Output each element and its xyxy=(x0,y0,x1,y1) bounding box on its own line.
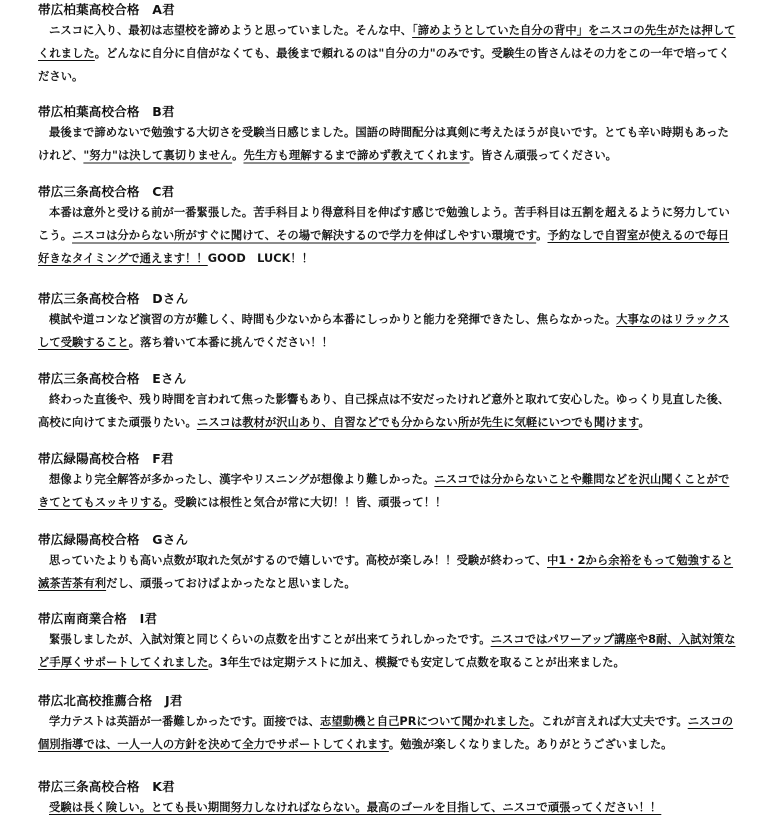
testimonial-entry-g xyxy=(38,531,738,595)
testimonial-entry-j xyxy=(38,692,738,756)
underlined-segment: ニスコは教材が沢山あり、自習などでも分からない所が先生に気軽にいつでも聞けます xyxy=(196,416,639,429)
underlined-segment: 「諦めようとしていた自分の背中」をニスコの先生がたは押してくれました xyxy=(38,24,736,60)
underlined-segment: 大事なのはリラックスして受験すること xyxy=(38,313,730,349)
text-segment: 。 xyxy=(638,416,650,429)
entry-heading: 帯広南商業合格 I君 xyxy=(38,611,158,626)
underlined-segment: "努力"は決して裏切りません xyxy=(83,149,233,162)
text-segment: 思っていたよりも高い点数が取れた気がするので嬉しいです。高校が楽しみ！！受験が終わって、 xyxy=(49,554,548,567)
entry-heading: 帯広緑陽高校合格 F君 xyxy=(38,451,174,466)
entry-body xyxy=(38,710,738,756)
entry-body xyxy=(38,796,738,819)
entry-heading: 帯広三条高校合格 Eさん xyxy=(38,371,187,386)
testimonial-entry-b xyxy=(38,103,738,167)
text-segment: 想像より完全解答が多かったし、漢字やリスニングが想像より難しかった。 xyxy=(49,473,435,486)
underlined-segment: ニスコではパワーアップ講座や8耐、入試対策など手厚くサポートしてくれました xyxy=(38,633,736,669)
underlined-segment: 予約なしで自習室が使えるので毎日好きなタイミングで通えます！！ xyxy=(38,229,730,265)
text-segment: GOOD LUCK！！ xyxy=(207,252,314,265)
text-segment: 。これが言えれば大丈夫です。 xyxy=(529,715,688,728)
testimonial-entry-f xyxy=(38,450,738,514)
entry-heading: 帯広三条高校合格 Dさん xyxy=(38,291,189,306)
testimonial-entry-c xyxy=(38,183,738,270)
underlined-segment: 受験は長く険しい。とても長い期間努力しなければならない。最高のゴールを目指して、ニスコで頑張ってください！！ xyxy=(49,801,662,814)
underlined-segment: ニスコは分からない所がすぐに聞けて、その場で解決するので学力を伸ばしやすい環境です xyxy=(72,229,537,242)
text-segment: 模試や道コンなど演習の方が難しく、時間も少ないから本番にしっかりと能力を発揮できたし、焦らなかった。 xyxy=(49,313,617,326)
testimonial-entry-i xyxy=(38,610,738,674)
entry-heading: 帯広三条高校合格 C君 xyxy=(38,184,175,199)
text-segment: 。どんなに自分に自信がなくても、最後まで頼れるのは"自分の力"のみです。受験生の皆さんはその力をこの一年で培ってください。 xyxy=(38,47,730,83)
text-segment: 。3年生では定期テストに加え、模擬でも安定して点数を取ることが出来ました。 xyxy=(208,656,625,669)
underlined-segment: ニスコでは分からないことや難問などを沢山聞くことができてとてもスッキリする xyxy=(38,473,730,509)
entry-heading: 帯広緑陽高校合格 Gさん xyxy=(38,532,189,547)
testimonial-entry-d xyxy=(38,290,738,354)
text-segment: 最後まで諦めないで勉強する大切さを受験当日感じました。国語の時間配分は真剣に考えたほうが良いです。とても辛い時期もあったけれど、 xyxy=(38,126,729,162)
entry-body xyxy=(38,549,738,595)
text-segment: 終わった直後や、残り時間を言われて焦った影響もあり、自己採点は不安だったけれど意外と取れて安心した。ゆっくり見直した後、高校に向けてまた頑張りたい。 xyxy=(38,393,730,429)
entry-heading: 帯広北高校推薦合格 J君 xyxy=(38,693,183,708)
testimonial-entry-a xyxy=(38,1,738,88)
underlined-segment: 志望動機と自己PRについて聞かれました xyxy=(319,715,530,728)
text-segment: 。勉強が楽しくなりました。ありがとうございました。 xyxy=(388,738,673,751)
text-segment: 。受験には根性と気合が常に大切！！皆、頑張って！！ xyxy=(162,496,447,509)
entry-heading: 帯広三条高校合格 K君 xyxy=(38,779,175,794)
entry-heading: 帯広柏葉高校合格 A君 xyxy=(38,2,175,17)
text-segment: ニスコに入り、最初は志望校を諦めようと思っていました。そんな中、 xyxy=(49,24,413,37)
entry-body xyxy=(38,121,738,167)
text-segment: 。皆さん頑張ってください。 xyxy=(469,149,618,162)
text-segment: だし、頑張っておけばよかったなと思いました。 xyxy=(106,577,356,590)
entry-body xyxy=(38,468,738,514)
underlined-segment: ニスコの個別指導では、一人一人の方針を決めて全力でサポートしてくれます xyxy=(38,715,734,751)
entry-body xyxy=(38,201,738,270)
text-segment: 本番は意外と受ける前が一番緊張した。苦手科目より得意科目を伸ばす感じで勉強しよう。苦手科目は五割を超えるように努力していこう。 xyxy=(38,206,730,242)
text-segment: 。 xyxy=(536,229,548,242)
text-segment: 緊張しましたが、入試対策と同じくらいの点数を出すことが出来てうれしかったです。 xyxy=(49,633,491,646)
underlined-segment: 先生方も理解するまで諦めず教えてくれます xyxy=(243,149,470,162)
text-segment: 。落ち着いて本番に挑んでください！！ xyxy=(128,336,334,349)
underlined-segment: 中1・2から余裕をもって勉強すると滅茶苦茶有利 xyxy=(38,554,734,590)
testimonial-entry-k xyxy=(38,778,738,819)
entry-body xyxy=(38,308,738,354)
entry-body xyxy=(38,19,738,88)
text-segment: 学力テストは英語が一番難しかったです。面接では、 xyxy=(49,715,320,728)
text-segment: 。 xyxy=(232,149,244,162)
testimonial-entry-e xyxy=(38,370,738,434)
entry-body xyxy=(38,628,738,674)
entry-body xyxy=(38,388,738,434)
entry-heading: 帯広柏葉高校合格 B君 xyxy=(38,104,175,119)
